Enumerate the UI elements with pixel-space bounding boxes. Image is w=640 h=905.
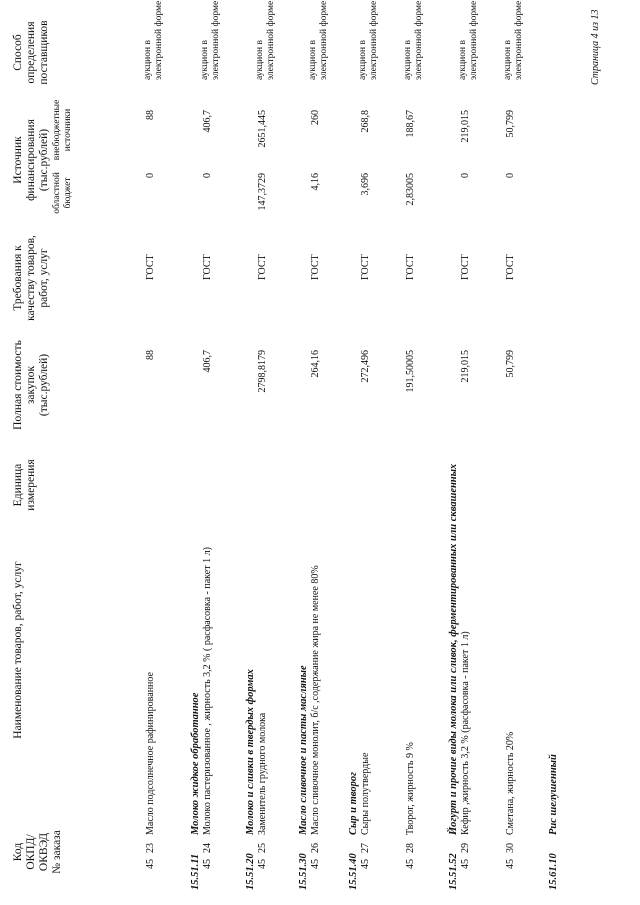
row-cost: 50,799	[505, 350, 516, 378]
row-method: аукцион в электронной форме	[403, 0, 424, 80]
row-number: 26	[310, 843, 321, 853]
row-method: аукцион в электронной форме	[458, 0, 479, 80]
row-code: 45	[145, 859, 156, 869]
row-code: 45	[460, 859, 471, 869]
row-quality: ГОСТ	[360, 254, 371, 280]
row-code: 45	[257, 859, 268, 869]
row-funding-extra: 260	[310, 110, 321, 125]
group-code: 15.51.52	[448, 853, 459, 890]
row-funding-extra: 2651,445	[257, 110, 268, 148]
row-funding-extra: 188,67	[405, 110, 416, 138]
row-funding-regional: 0	[460, 173, 471, 178]
row-number: 27	[360, 843, 371, 853]
row-funding-regional: 0	[202, 173, 213, 178]
group-name: Молоко жидкое обработанное	[190, 692, 201, 835]
row-funding-extra: 50,799	[505, 110, 516, 138]
row-method: аукцион в электронной форме	[200, 0, 221, 80]
row-code: 45	[360, 859, 371, 869]
row-number: 25	[257, 843, 268, 853]
row-funding-extra: 219,015	[460, 110, 471, 143]
row-quality: ГОСТ	[460, 254, 471, 280]
row-method: аукцион в электронной форме	[503, 0, 524, 80]
row-funding-regional: 0	[505, 173, 516, 178]
row-number: 30	[505, 843, 516, 853]
row-funding-extra: 268,8	[360, 110, 371, 133]
row-name: Сметана, жирность 20%	[505, 731, 516, 835]
header-method: Способ определения поставщиков	[12, 20, 50, 85]
header-funding-regional: областной бюджет	[52, 172, 73, 214]
row-name: Масло сливочное монолит, б/с ,содержание жира не менее 80%	[310, 565, 321, 835]
row-method: аукцион в электронной форме	[358, 0, 379, 80]
row-number: 28	[405, 843, 416, 853]
row-quality: ГОСТ	[310, 254, 321, 280]
row-cost: 406,7	[202, 350, 213, 373]
group-name: Рис шелушенный	[548, 754, 559, 835]
header-code: Код ОКПД/ ОКВЭД № заказа	[12, 830, 63, 874]
row-number: 23	[145, 843, 156, 853]
row-funding-extra: 406,7	[202, 110, 213, 133]
group-code: 15.51.11	[190, 853, 201, 890]
row-funding-regional: 4,16	[310, 173, 321, 191]
header-quality: Требования к качеству товаров, работ, услуг	[12, 235, 50, 321]
row-quality: ГОСТ	[202, 254, 213, 280]
row-code: 45	[202, 859, 213, 869]
header-funding-extra: внебюджетные источники	[52, 99, 73, 161]
row-cost: 191,50005	[405, 350, 416, 393]
row-funding-regional: 3,696	[360, 173, 371, 196]
row-number: 24	[202, 843, 213, 853]
row-name: Заменитель грудного молока	[257, 712, 268, 835]
row-number: 29	[460, 843, 471, 853]
row-funding-regional: 147,3729	[257, 173, 268, 211]
row-quality: ГОСТ	[405, 254, 416, 280]
row-quality: ГОСТ	[257, 254, 268, 280]
row-code: 45	[405, 859, 416, 869]
row-method: аукцион в электронной форме	[308, 0, 329, 80]
row-funding-regional: 2,83005	[405, 173, 416, 206]
page-number: Страница 4 из 13	[590, 9, 601, 85]
row-funding-extra: 88	[145, 110, 156, 120]
group-name: Сыр и творог	[348, 772, 359, 835]
row-cost: 88	[145, 350, 156, 360]
header-unit: Единица измерения	[12, 459, 37, 511]
group-code: 15.61.10	[548, 853, 559, 890]
group-code: 15.51.30	[298, 853, 309, 890]
group-name: Молоко и сливки в твердых формах	[245, 669, 256, 835]
row-name: Кефир ,жирность 3,2 % (расфасовка - пакет 1 л)	[460, 631, 471, 835]
row-cost: 2798,8179	[257, 350, 268, 393]
header-name: Наименование товаров, работ, услуг	[12, 561, 24, 739]
group-code: 15.51.40	[348, 853, 359, 890]
group-name: Йогурт и прочие виды молока или сливок, ферментированных или сквашенных	[448, 463, 459, 835]
row-name: Молоко пастеризованное , жирность 3,2 % ( расфасовка - пакет 1 л)	[202, 547, 213, 835]
row-name: Масло подсолнечное рафинированное	[145, 672, 156, 835]
header-cost: Полная стоимость закупок (тыс.рублей)	[12, 340, 50, 430]
row-quality: ГОСТ	[505, 254, 516, 280]
group-name: Масло сливочное и пасты масляные	[298, 665, 309, 835]
row-name: Сыры полутвердые	[360, 752, 371, 835]
row-name: Творог, жирность 9 %	[405, 742, 416, 835]
row-method: аукцион в электронной форме	[255, 0, 276, 80]
row-quality: ГОСТ	[145, 254, 156, 280]
row-method: аукцион в электронной форме	[143, 0, 164, 80]
row-funding-regional: 0	[145, 173, 156, 178]
row-cost: 264,16	[310, 350, 321, 378]
row-code: 45	[505, 859, 516, 869]
row-code: 45	[310, 859, 321, 869]
row-cost: 272,496	[360, 350, 371, 383]
row-cost: 219,015	[460, 350, 471, 383]
group-code: 15.51.20	[245, 853, 256, 890]
header-funding: Источник финансирования (тыс.рублей)	[12, 119, 50, 201]
